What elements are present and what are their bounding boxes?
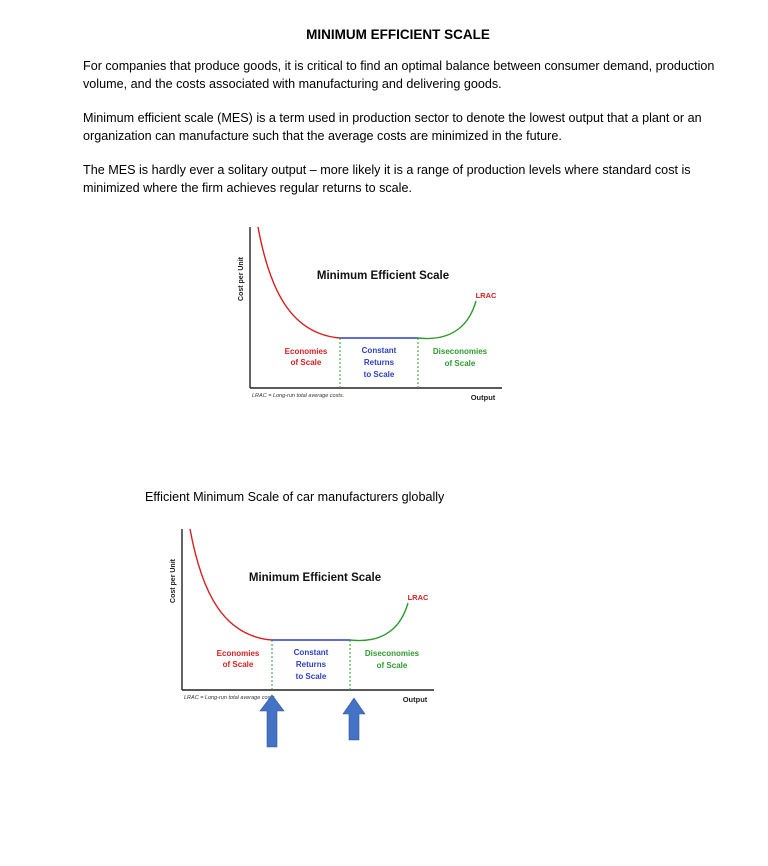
chart-title: Minimum Efficient Scale xyxy=(248,572,382,584)
economies-label-2: of Scale xyxy=(222,660,254,669)
x-axis-label: Output xyxy=(402,695,428,704)
economies-label-1: Economies xyxy=(284,347,328,356)
page-title: MINIMUM EFFICIENT SCALE xyxy=(306,27,490,42)
diseconomies-label-1: Diseconomies xyxy=(364,649,420,658)
mes-start-arrow xyxy=(260,695,284,747)
constant-label-2: Returns xyxy=(295,660,327,669)
constant-label-3: to Scale xyxy=(295,672,327,681)
chart-title: Minimum Efficient Scale xyxy=(316,270,450,282)
mes-end-arrow xyxy=(343,698,365,740)
x-axis-label: Output xyxy=(470,393,496,402)
footnote: LRAC = Long-run total average costs. xyxy=(184,695,277,701)
figure-caption: Efficient Minimum Scale of car manufacturers globally xyxy=(145,490,445,504)
paragraph-range: The MES is hardly ever a solitary output – more likely it is a range of production levels where standard cost is minimized where the firm achieves regular returns to scale. xyxy=(83,163,691,195)
y-axis-label: Cost per Unit xyxy=(238,257,245,301)
y-axis-label: Cost per Unit xyxy=(170,559,177,603)
diseconomies-label-2: of Scale xyxy=(444,359,476,368)
economies-curve xyxy=(258,227,340,338)
mes-diagram-1 xyxy=(230,222,510,407)
footnote: LRAC = Long-run total average costs. xyxy=(252,393,345,399)
paragraph-definition: Minimum efficient scale (MES) is a term used in production sector to denote the lowest output that a plant or an organization can manufacture such that the average costs are minimized in the future. xyxy=(83,111,702,143)
diseconomies-label-1: Diseconomies xyxy=(432,347,488,356)
paragraph-intro: For companies that produce goods, it is critical to find an optimal balance between consumer demand, production volume, and the costs associated with manufacturing and delivering goods. xyxy=(83,59,715,91)
lrac-label: LRAC xyxy=(475,291,497,300)
constant-label-2: Returns xyxy=(363,358,395,367)
mes-diagram-2 xyxy=(162,524,442,754)
constant-label-1: Constant xyxy=(361,346,397,355)
diseconomies-label-2: of Scale xyxy=(376,661,408,670)
economies-curve xyxy=(190,529,272,640)
constant-label-1: Constant xyxy=(293,648,329,657)
lrac-label: LRAC xyxy=(407,593,429,602)
economies-label-1: Economies xyxy=(216,649,260,658)
diseconomies-curve xyxy=(350,603,408,641)
diseconomies-curve xyxy=(418,301,476,339)
economies-label-2: of Scale xyxy=(290,358,322,367)
constant-label-3: to Scale xyxy=(363,370,395,379)
